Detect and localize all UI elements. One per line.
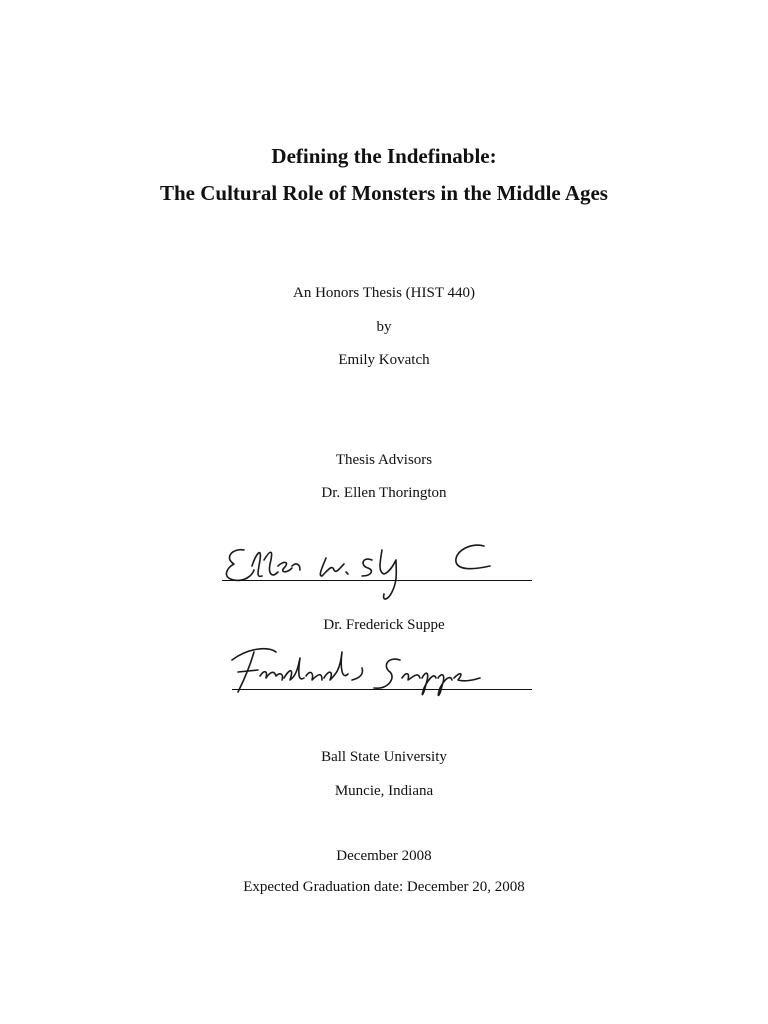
university-location: Muncie, Indiana <box>334 783 434 799</box>
thesis-type: An Honors Thesis (HIST 440) <box>293 285 475 301</box>
by-label: by <box>376 319 392 335</box>
advisor-2-signature <box>224 638 484 710</box>
author-name: Emily Kovatch <box>338 352 430 368</box>
advisor-1-signature-line <box>222 580 532 581</box>
university-name: Ball State University <box>321 749 447 765</box>
advisor-2-name: Dr. Frederick Suppe <box>323 617 445 633</box>
advisor-1-name: Dr. Ellen Thorington <box>321 485 447 501</box>
title-line-1: Defining the Indefinable: <box>271 144 497 168</box>
thesis-date: December 2008 <box>336 848 432 864</box>
advisor-1-signature <box>222 536 512 608</box>
advisors-heading: Thesis Advisors <box>335 452 433 468</box>
graduation-date: Expected Graduation date: December 20, 2008 <box>243 879 525 895</box>
title-line-2: The Cultural Role of Monsters in the Middle Ages <box>160 181 608 205</box>
advisor-2-signature-line <box>232 689 532 690</box>
